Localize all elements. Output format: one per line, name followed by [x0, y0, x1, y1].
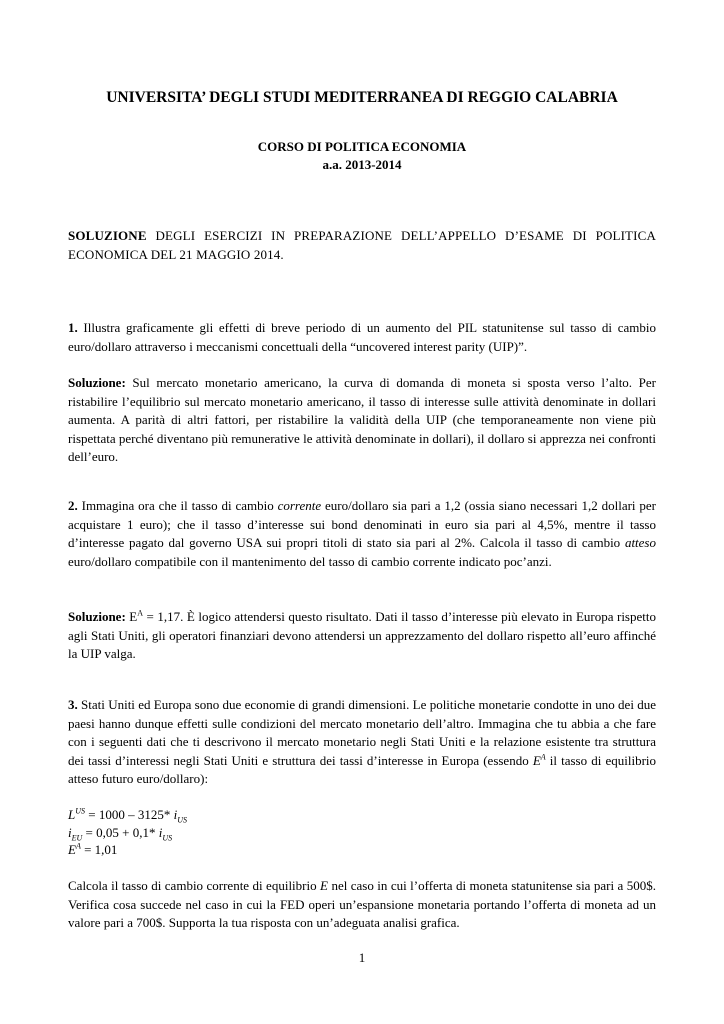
solution-text: = 1,17. È logico attendersi questo risultato. Dati il tasso d’interesse più elevato in Europa rispetto agli Stati Uniti, gli operatori finanziari devono attendersi un apprezzamento del dollaro rispetto all’euro affinché la UIP valga. — [68, 609, 656, 662]
superscript: A — [75, 841, 81, 851]
formula-variable: L — [68, 807, 76, 822]
exercise-number: 3. — [68, 697, 78, 712]
solution-text: Sul mercato monetario americano, la curva di domanda di moneta si sposta verso l’alto. Per ristabilire l’equilibrio sul mercato monetario americano, il tasso di interesse sulle attività denominate in dollari aumenta. A parità di altri fattori, per ristabilire la validità della UIP (che temporaneamente non viene più rispettata perché diventano più remunerative le attività denominate in dollari), il dollaro si apprezza nei confronti dell’euro. — [68, 375, 656, 465]
superscript: US — [75, 806, 86, 816]
subscript: US — [177, 815, 188, 825]
university-title: UNIVERSITA’ DEGLI STUDI MEDITERRANEA DI REGGIO CALABRIA — [106, 89, 618, 106]
solution-label: Soluzione: — [68, 609, 126, 624]
exercise-text: nel caso in cui l’offerta di moneta statunitense sia pari a 500$. Verifica cosa succede nel caso in cui la FED operi un’espansione monetaria portando l’offerta di moneta ad un valore pari a 700$. Supporta la tua risposta con un’adeguata analisi grafica. — [68, 878, 656, 931]
academic-year: a.a. 2013-2014 — [322, 157, 402, 172]
exercise-2-solution — [68, 608, 656, 664]
exercise-text: Calcola il tasso di cambio corrente di equilibrio — [68, 878, 321, 893]
formula-variable: i — [68, 824, 72, 840]
exercise-number: 2. — [68, 498, 78, 513]
subscript: US — [162, 833, 173, 843]
subtitle-text: DEGLI ESERCIZI IN PREPARAZIONE DELL’APPELLO D’ESAME DI POLITICA ECONOMICA DEL 21 MAGGIO 2014. — [68, 228, 656, 262]
formula-variable: i — [173, 807, 178, 822]
exercise-text: Illustra graficamente gli effetti di breve periodo di un aumento del PIL statunitense sul tasso di cambio euro/dollaro attraverso i meccanismi concettuali della “uncovered interest parity (UIP)”. — [68, 320, 656, 354]
exercise-text: euro/dollaro compatibile con il mantenimento del tasso di cambio corrente indicato poc’anzi. — [68, 553, 552, 569]
exercise-2-question — [68, 497, 656, 571]
formula-expected-rate — [68, 841, 656, 859]
subtitle-bold-word: SOLUZIONE — [68, 228, 147, 243]
exchange-rate-symbol: E — [320, 878, 328, 893]
document-subtitle — [68, 226, 656, 264]
italic-term: atteso — [624, 535, 656, 551]
page-number: 1 — [358, 950, 366, 965]
exercise-number: 1. — [68, 320, 78, 335]
formula-text: = 1,01 — [80, 842, 118, 857]
formula-text: = 1000 – 3125* — [85, 807, 174, 822]
formula-variable: i — [158, 824, 163, 840]
exercise-text: il tasso di equilibrio atteso futuro euro/dollaro): — [68, 752, 657, 787]
formula-text: = 0,05 + 0,1* — [82, 824, 159, 840]
exercise-text: Immagina ora che il tasso di cambio — [77, 498, 278, 513]
exercise-3-task — [68, 877, 656, 933]
exercise-text: Stati Uniti ed Europa sono due economie di grandi dimensioni. Le politiche monetarie condotte in uno dei due paesi hanno dunque effetti sulle condizioni del mercato monetario dell’altro. Immagina che tu abbia a che fare con i seguenti dati che ti descrivono il mercato monetario negli Stati Uniti e la relazione esistente tra struttura dei tassi d’interessi negli Stati Uniti e struttura dei tassi d’interesse in Europa (essendo — [68, 697, 656, 768]
subscript: EU — [71, 833, 83, 843]
formula-interest-rate — [68, 824, 656, 842]
expected-rate-symbol: E — [125, 609, 138, 624]
exercise-text: euro/dollaro sia pari a 1,2 (ossia siano necessari 1,2 dollari per acquistare 1 euro); che il tasso d’interesse sui bond denominati in euro sia pari al 4,5%, mentre il tasso d’interesse pagato dal governo USA sui propri titoli di stato sia pari al 2%. Calcola il tasso di cambio — [68, 498, 656, 551]
exercise-3-question — [68, 696, 656, 789]
italic-term: corrente — [277, 498, 322, 513]
course-heading — [0, 138, 724, 174]
exercise-1-solution — [68, 374, 656, 467]
superscript: A — [137, 608, 144, 618]
course-title: CORSO DI POLITICA ECONOMIA — [257, 139, 467, 154]
expected-rate-symbol: E — [532, 752, 541, 768]
exercise-1-question — [68, 319, 656, 356]
exercise-3-formulas — [68, 806, 656, 859]
formula-variable: E — [68, 842, 76, 857]
superscript: A — [540, 752, 546, 762]
formula-money-demand — [68, 806, 656, 824]
solution-label: Soluzione: — [68, 375, 126, 390]
